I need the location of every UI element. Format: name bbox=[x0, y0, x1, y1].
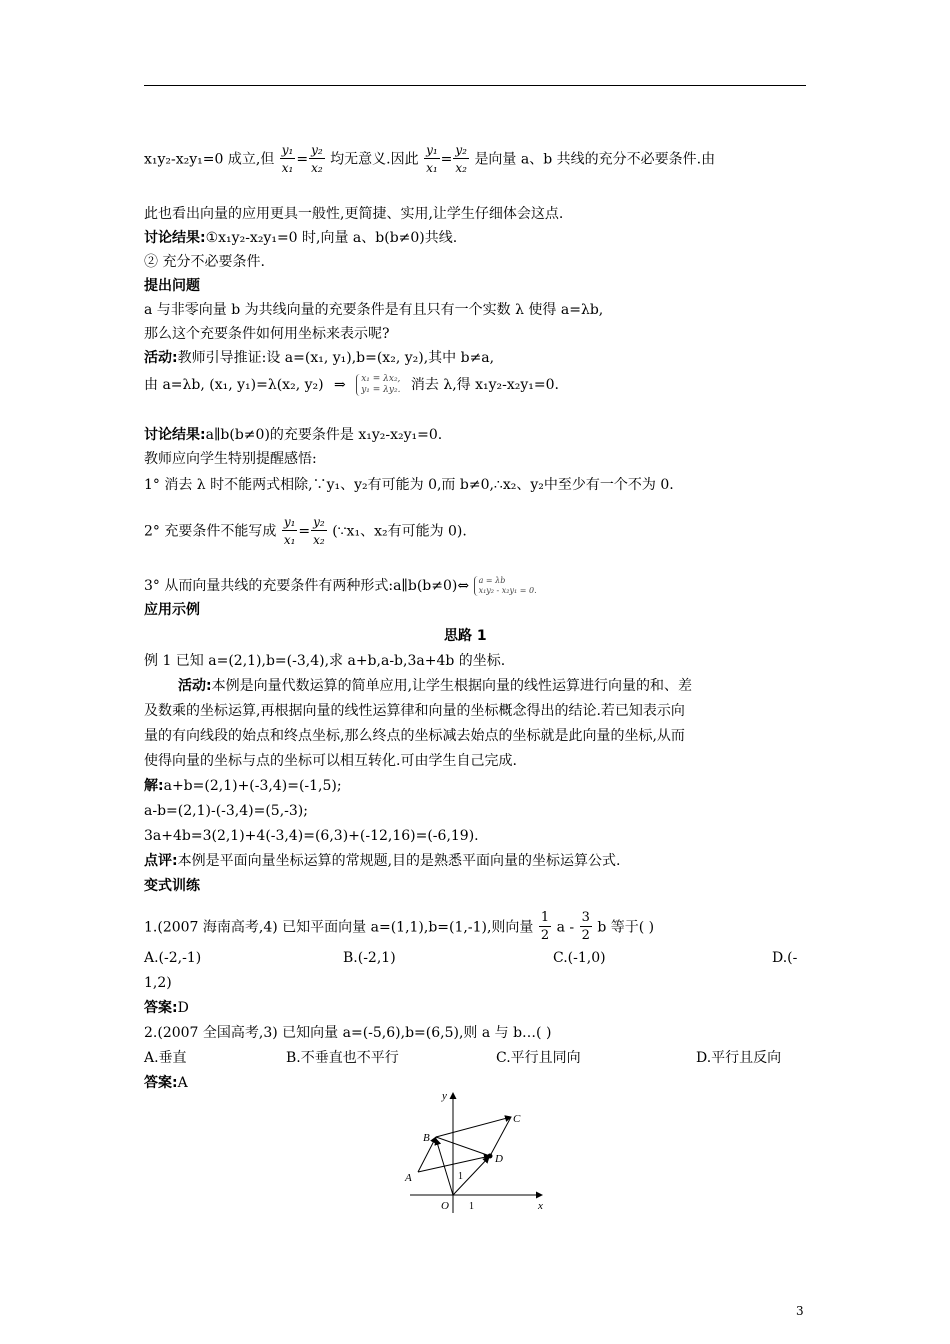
label-A: A bbox=[405, 1172, 412, 1184]
line-4: ② 充分不必要条件. bbox=[144, 254, 265, 270]
answer-1: 答案:D bbox=[144, 1000, 189, 1016]
option-2d: D.平行且反向 bbox=[696, 1050, 782, 1066]
point-D bbox=[488, 1154, 493, 1159]
line-25: 点评:本例是平面向量坐标运算的常规题,目的是熟悉平面向量的坐标运算公式. bbox=[144, 853, 621, 869]
fraction-y2-x2: $\frac{\text{y₂}}{\text{x₂}}$ bbox=[311, 143, 323, 175]
line-20: 量的有向线段的始点和终点坐标,那么终点的坐标减去始点的坐标就是此向量的坐标,从而 bbox=[144, 728, 685, 744]
question-1: 1.(2007 海南高考,4) 已知平面向量 a=(1,1),b=(1,-1),则向量 $\frac{1}{2}$ a - $\frac{3}{2}$ b 等于( ) bbox=[144, 910, 655, 943]
heading-raise-question: 提出问题 bbox=[144, 278, 200, 294]
line-6: a 与非零向量 b 为共线向量的充要条件是有且只有一个实数 λ 使得 a=λb, bbox=[144, 302, 604, 318]
example-1: 例 1 已知 a=(2,1),b=(-3,4),求 a+b,a-b,3a+4b 的坐标. bbox=[144, 653, 506, 669]
option-2a: A.垂直 bbox=[144, 1050, 187, 1066]
label-x: x bbox=[538, 1200, 543, 1212]
option-1a: A.(-2,-1) bbox=[144, 950, 202, 966]
line-13: 2° 充要条件不能写成 $\frac{\text{y₁}}{\text{x₁}}$ = $\frac{\text{y₂}}{\text{x₂}}$ (∵x₁、x₂有可能为 0). bbox=[144, 515, 467, 547]
option-2b: B.不垂直也不平行 bbox=[286, 1050, 399, 1066]
option-1b: B.(-2,1) bbox=[343, 950, 396, 966]
text: x₁y₂-x₂y₁=0 成立,但 bbox=[144, 151, 275, 168]
line-2: 此也看出向量的应用更具一般性,更简捷、实用,让学生仔细体会这点. bbox=[144, 206, 564, 222]
option-1d-continued: 1,2) bbox=[144, 975, 172, 991]
line-8: 活动:教师引导推证:设 a=(x₁, y₁),b=(x₂, y₂),其中 b≠a, bbox=[144, 350, 495, 366]
line-10: 讨论结果:a∥b(b≠0)的充要条件是 x₁y₂-x₂y₁=0. bbox=[144, 427, 443, 443]
option-2c: C.平行且同向 bbox=[496, 1050, 581, 1066]
answer-2: 答案:A bbox=[144, 1075, 188, 1091]
label-B: B bbox=[423, 1132, 430, 1144]
line-24: 3a+4b=3(2,1)+4(-3,4)=(6,3)+(-12,16)=(-6,19). bbox=[144, 828, 479, 844]
label-C: C bbox=[513, 1113, 521, 1125]
vector-figure bbox=[402, 1085, 552, 1215]
text: 均无意义.因此 bbox=[330, 151, 419, 168]
heading-application-examples: 应用示例 bbox=[144, 602, 200, 618]
line-18: 活动:本例是向量代数运算的简单应用,让学生根据向量的线性运算进行向量的和、差 bbox=[178, 678, 693, 694]
line-3: 讨论结果:①x₁y₂-x₂y₁=0 时,向量 a、b(b≠0)共线. bbox=[144, 230, 458, 246]
line-21: 使得向量的坐标与点的坐标可以相互转化.可由学生自己完成. bbox=[144, 753, 517, 769]
line-14: 3° 从而向量共线的充要条件有两种形式:a∥b(b≠0)⇔ a = λb x₁y₂ - x₂y₁ = 0. bbox=[144, 576, 537, 595]
line-19: 及数乘的坐标运算,再根据向量的线性运算律和向量的坐标概念得出的结论.若已知表示向 bbox=[144, 703, 685, 719]
question-2: 2.(2007 全国高考,3) 已知向量 a=(-5,6),b=(6,5),则 a 与 b…( ) bbox=[144, 1025, 552, 1041]
label-D: D bbox=[495, 1153, 503, 1165]
vector-BC bbox=[436, 1117, 511, 1137]
text: 是向量 a、b 共线的充分不必要条件.由 bbox=[474, 151, 716, 168]
vector-AD bbox=[418, 1156, 490, 1172]
equation-system: a = λb x₁y₂ - x₂y₁ = 0. bbox=[474, 576, 537, 596]
header-rule bbox=[144, 85, 806, 86]
line-23: a-b=(2,1)-(-3,4)=(5,-3); bbox=[144, 803, 308, 819]
implies-arrow: ⇒ bbox=[334, 377, 346, 393]
fraction-y2-x2: $\frac{\text{y₂}}{\text{x₂}}$ bbox=[313, 515, 325, 547]
fraction-y1-x1: $\frac{\text{y₁}}{\text{x₁}}$ bbox=[426, 143, 438, 175]
option-1d: D.(- bbox=[772, 950, 798, 966]
heading-variant-training: 变式训练 bbox=[144, 878, 200, 894]
fraction-three-halves: $\frac{3}{2}$ bbox=[581, 910, 590, 943]
label-y: y bbox=[442, 1090, 447, 1102]
option-1c: C.(-1,0) bbox=[553, 950, 606, 966]
label-one-x: 1 bbox=[469, 1201, 474, 1212]
segment-DC bbox=[490, 1117, 511, 1156]
line-11: 教师应向学生特别提醒感悟: bbox=[144, 451, 317, 467]
line-9: 由 a=λb, (x₁, y₁)=λ(x₂, y₂) ⇒ x₁ = λx₂, y₁ = λy₂. 消去 λ,得 x₁y₂-x₂y₁=0. bbox=[144, 374, 559, 395]
heading-approach-1: 思路 1 bbox=[444, 628, 487, 644]
segment-BD bbox=[436, 1137, 490, 1156]
fraction-y1-x1: $\frac{\text{y₁}}{\text{x₁}}$ bbox=[281, 143, 294, 175]
fraction-one-half: $\frac{1}{2}$ bbox=[540, 910, 550, 943]
page-number: 3 bbox=[796, 1304, 804, 1318]
line-1: x₁y₂-x₂y₁=0 成立,但 $\frac{\text{y₁}}{\text{x₁}}$ = $\frac{\text{y₂}}{\text{x₂}}$ 均无意义.因此 $\frac{\text{y₁}}{\text{x₁}}$ = $\frac{\text{y₂}}{\text{x₂}}$ 是向量 a、b 共线的充分不必要条件.由 bbox=[144, 143, 716, 175]
label-O: O bbox=[441, 1200, 449, 1212]
fraction-y1-x1: $\frac{\text{y₁}}{\text{x₁}}$ bbox=[283, 515, 296, 547]
label-one-y: 1 bbox=[458, 1171, 463, 1182]
equation-system: x₁ = λx₂, y₁ = λy₂. bbox=[356, 374, 400, 396]
fraction-y2-x2: $\frac{\text{y₂}}{\text{x₂}}$ bbox=[455, 143, 467, 175]
line-12: 1° 消去 λ 时不能两式相除,∵y₁、y₂有可能为 0,而 b≠0,∴x₂、y₂中至少有一个不为 0. bbox=[144, 477, 674, 493]
line-22: 解:a+b=(2,1)+(-3,4)=(-1,5); bbox=[144, 778, 342, 794]
line-7: 那么这个充要条件如何用坐标来表示呢? bbox=[144, 326, 390, 342]
